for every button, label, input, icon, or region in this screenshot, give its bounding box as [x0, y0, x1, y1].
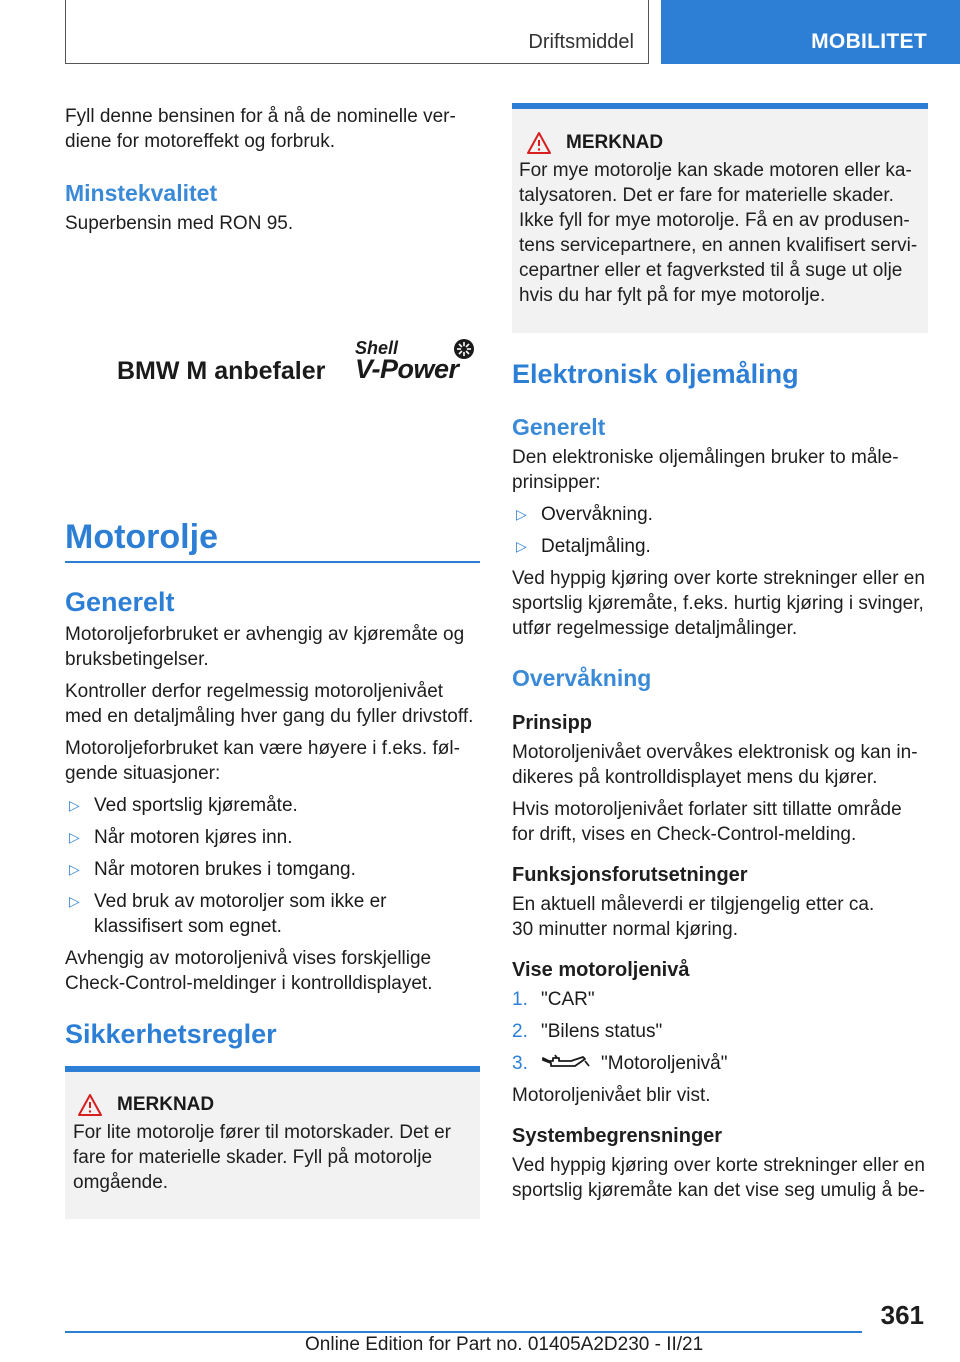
footer-edition: Online Edition for Part no. 01405A2D230 - II/21	[305, 1334, 704, 1355]
general-heading: Generelt	[512, 414, 606, 440]
general-heading: Generelt	[65, 587, 175, 617]
warning-triangle-icon	[77, 1093, 103, 1117]
steps-list	[512, 987, 928, 1076]
notice-title: MERKNAD	[117, 1094, 215, 1115]
header-chapter-title: MOBILITET	[811, 30, 927, 53]
safety-heading: Sikkerhetsregler	[65, 1019, 277, 1049]
bullet-triangle-icon: ▷	[69, 893, 80, 909]
notice-title: MERKNAD	[566, 132, 664, 153]
bmw-recommends-text: BMW M anbefaler	[117, 357, 326, 385]
bullet-triangle-icon: ▷	[69, 797, 80, 813]
check-level-text: Kontroller derfor regelmessig motoroljenivået med en detaljmåling hver gang du fyller drivstoff.	[65, 681, 474, 727]
list-item: ▷ Når motoren brukes i tomgang.	[69, 859, 356, 880]
principles-list	[512, 502, 928, 559]
min-quality-heading: Minstekvalitet	[65, 180, 218, 206]
prerequisites-line-1: En aktuell måleverdi er tilgjengelig etter ca.	[512, 894, 875, 915]
motor-oil-heading: Motorolje	[65, 518, 218, 556]
principles-text: Den elektroniske oljemålingen bruker to måleprinsipper:	[512, 447, 899, 493]
header-section-tab	[65, 0, 649, 64]
monitoring-text: Motoroljenivået overvåkes elektronisk og kan indikeres på kontrolldisplayet mens du kjører.	[512, 742, 918, 788]
list-item: ▷ Ved sportslig kjøremåte.	[69, 795, 298, 816]
short-trips-text: Ved hyppig kjøring over korte strekninger eller en sportslig kjøremåte, f.eks. hurtig kjøring i svinger, utfør regelmessige detaljmålinger.	[512, 568, 925, 639]
show-oil-level-heading: Vise motoroljenivå	[512, 959, 690, 981]
warning-triangle-icon	[526, 131, 552, 155]
consumption-text: Motoroljeforbruket er avhengig av kjøremåte og bruksbetingelser.	[65, 624, 465, 670]
list-item: 2. "Bilens status"	[512, 1021, 663, 1042]
notice-box-right	[512, 103, 928, 333]
bullet-triangle-icon: ▷	[516, 506, 527, 522]
check-control-text: Avhengig av motoroljenivå vises forskjellige Check-Control-meldinger i kontrolldisplayet.	[65, 948, 433, 994]
bullet-triangle-icon: ▷	[516, 538, 527, 554]
motor-oil-general	[65, 586, 480, 1050]
motor-oil-section	[65, 517, 480, 557]
limits-heading: Systembegrensninger	[512, 1125, 723, 1147]
footer-rule	[65, 1331, 862, 1333]
section-rule	[65, 561, 480, 563]
list-item: ▷ Detaljmåling.	[516, 536, 651, 557]
bullet-triangle-icon: ▷	[69, 861, 80, 877]
list-item: ▷ Når motoren kjøres inn.	[69, 827, 293, 848]
page-number: 361	[880, 1300, 924, 1330]
list-item: ▷ Overvåkning.	[516, 504, 653, 525]
monitoring-heading: Overvåkning	[512, 665, 652, 691]
prerequisites-line-2: 30 minutter normal kjøring.	[512, 919, 738, 940]
list-item: ▷ Ved bruk av motoroljer som ikke er klassifisert som egnet.	[69, 891, 387, 937]
notice-text: For lite motorolje fører til motorskader. Det er fare for materielle skader. Fyll på motorolje omgående.	[73, 1122, 451, 1193]
vpower-emblem-icon	[453, 338, 475, 360]
fuel-intro-text: Fyll denne bensinen for å nå de nominelle verdiene for motoreffekt og forbruk.	[65, 106, 456, 152]
notice-box-left	[65, 1066, 480, 1219]
out-of-range-text: Hvis motoroljenivået forlater sitt tillatte område for drift, vises en Check-Control-melding.	[512, 799, 902, 845]
notice-bar	[512, 103, 928, 109]
principle-heading: Prinsipp	[512, 712, 593, 734]
bullet-triangle-icon: ▷	[69, 829, 80, 845]
header-section-title: Driftsmiddel	[528, 31, 634, 53]
list-item: 1. "CAR"	[512, 989, 595, 1010]
electronic-oil-heading: Elektronisk oljemåling	[512, 359, 799, 389]
bmw-shell-logo	[117, 337, 477, 387]
left-column	[65, 104, 480, 236]
header-chapter-tab	[661, 0, 960, 64]
notice-text: For mye motorolje kan skade motoren eller katalysatoren. Det er fare for materielle skader. Ikke fyll for mye motorolje. Få en av produsentens servicepartnere, en annen kvalifisert servicepartner eller et fagverksted til å suge ut olje hvis du har fylt på for mye motorolje.	[519, 160, 918, 306]
notice-bar	[65, 1066, 480, 1072]
oil-can-icon	[541, 1053, 593, 1071]
vpower-text: V-Power	[355, 354, 459, 384]
right-column	[512, 358, 928, 1203]
shell-text: Shell	[355, 338, 399, 358]
situations-list	[65, 793, 480, 939]
higher-consumption-text: Motoroljeforbruket kan være høyere i f.eks. følgende situasjoner:	[65, 738, 460, 784]
min-quality-text: Superbensin med RON 95.	[65, 213, 294, 234]
limits-text: Ved hyppig kjøring over korte strekninger eller en sportslig kjøremåte kan det vise seg umulig å be-	[512, 1155, 925, 1201]
prerequisites-heading: Funksjonsforutsetninger	[512, 864, 748, 886]
list-item: 3. "Motoroljenivå"	[512, 1053, 728, 1074]
level-shown-text: Motoroljenivået blir vist.	[512, 1085, 711, 1106]
